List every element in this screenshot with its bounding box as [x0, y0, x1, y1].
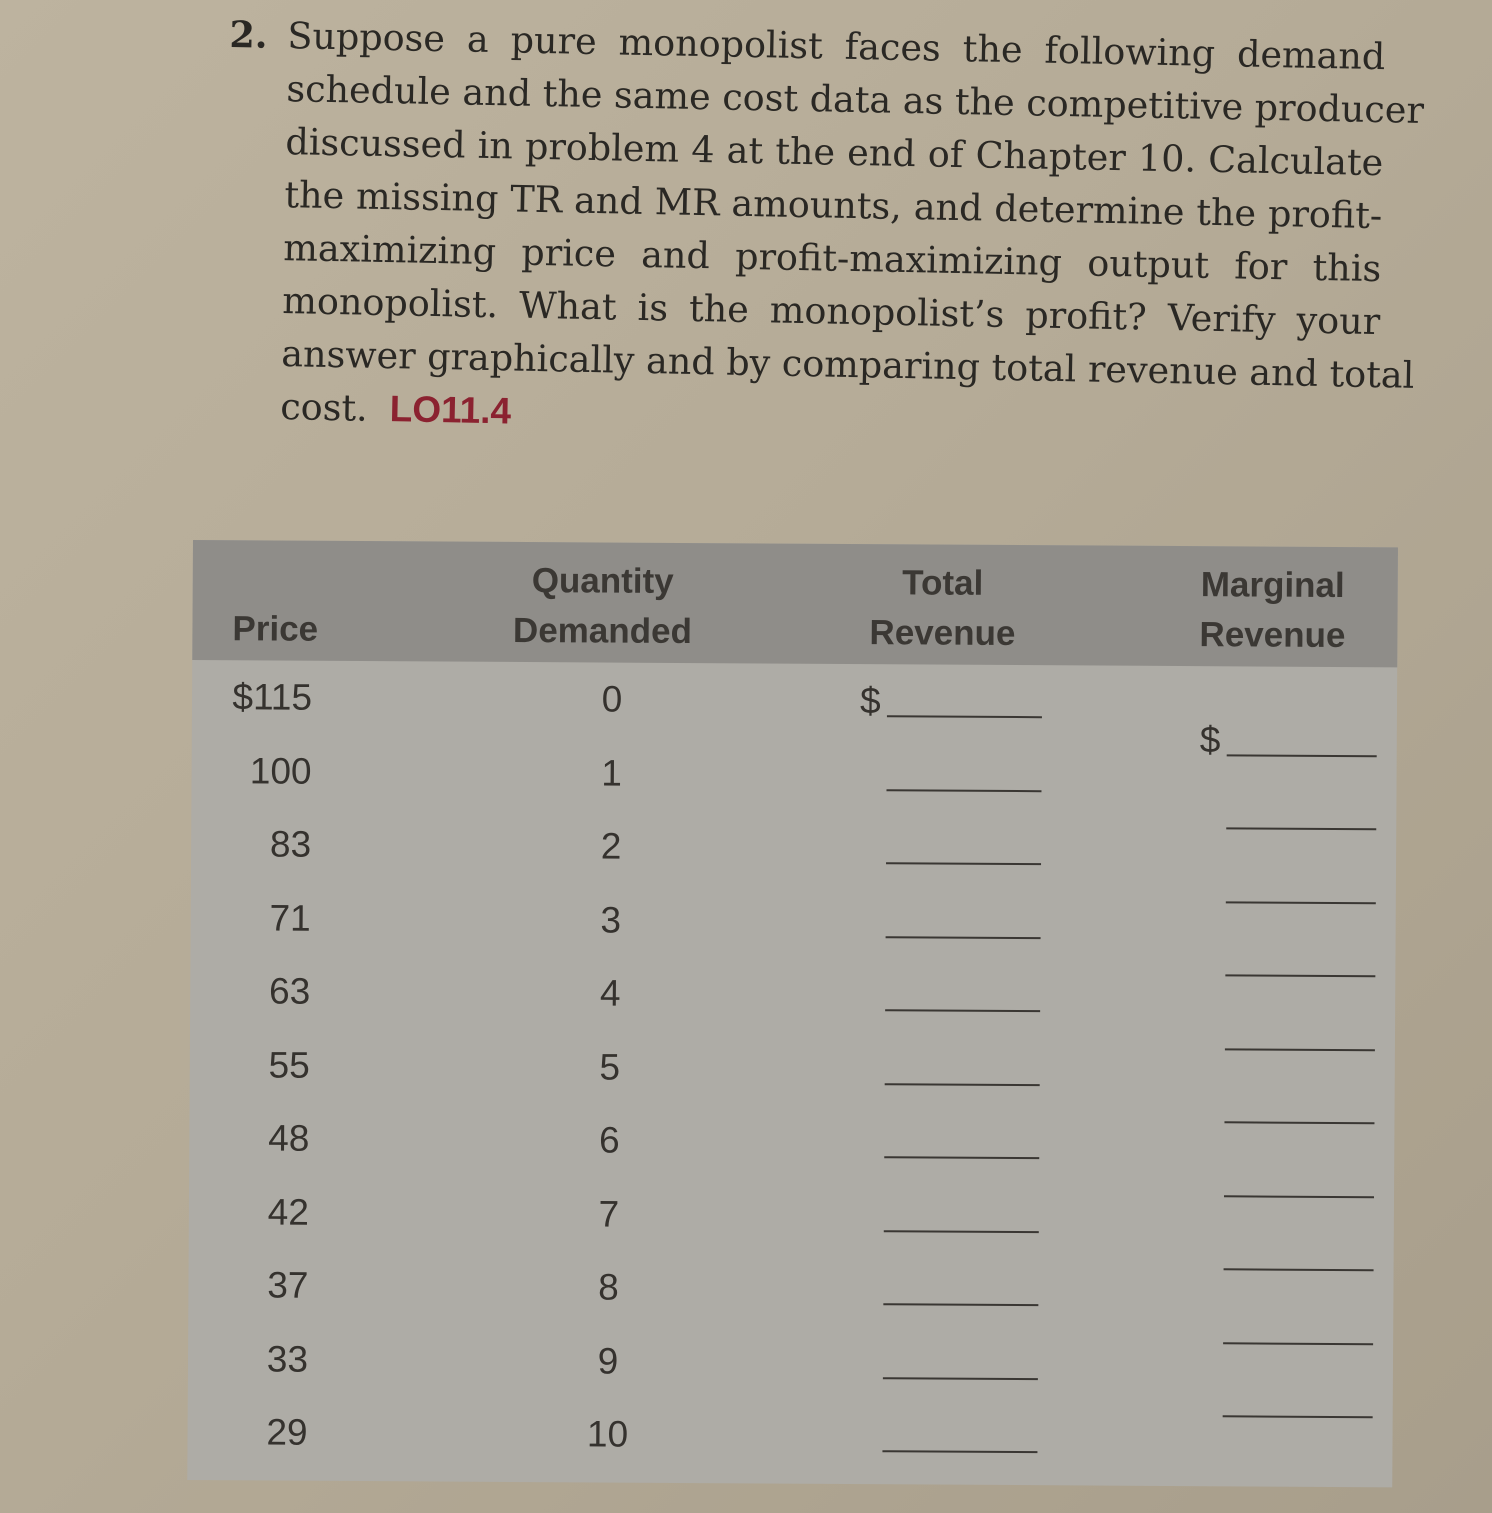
quantity-cell: 0 [601, 678, 623, 720]
marginal-revenue-blank[interactable] [1224, 1269, 1374, 1272]
marginal-revenue-blank[interactable] [1227, 754, 1377, 757]
quantity-cell: 5 [599, 1045, 621, 1088]
total-revenue-blank[interactable] [882, 1450, 1037, 1453]
price-cell: 29 [266, 1411, 308, 1453]
marginal-revenue-blank[interactable] [1224, 1122, 1374, 1125]
quantity-cell: 4 [599, 972, 621, 1014]
header-mr-line1: Marginal [1200, 565, 1345, 606]
price-cell: 42 [267, 1190, 310, 1233]
marginal-revenue-blank[interactable] [1225, 1048, 1375, 1051]
total-revenue-blank[interactable] [885, 1009, 1040, 1012]
marginal-revenue-dollar-sign: $ [1199, 718, 1221, 761]
problem-statement [222, 8, 1425, 454]
price-cell: 100 [249, 749, 312, 792]
quantity-cell: 1 [601, 751, 622, 794]
header-quantity-line2: Demanded [512, 610, 693, 652]
total-revenue-blank[interactable] [884, 1230, 1039, 1233]
problem-line: Suppose a pure monopolist faces the following demand [287, 14, 1386, 79]
problem-line: the missing TR and MR amounts, and determine the profit- [284, 173, 1383, 238]
total-revenue-blank[interactable] [886, 936, 1041, 939]
learning-objective-tag: LO11.4 [389, 388, 512, 432]
total-revenue-blank[interactable] [885, 1083, 1040, 1086]
total-revenue-blank[interactable] [884, 1156, 1039, 1159]
quantity-cell: 9 [597, 1339, 619, 1382]
problem-number: 2. [229, 12, 269, 57]
price-cell: 63 [268, 970, 311, 1012]
quantity-cell: 10 [586, 1413, 629, 1455]
price-cell: 55 [268, 1043, 310, 1086]
marginal-revenue-blank[interactable] [1225, 975, 1375, 978]
price-cell: 71 [269, 896, 311, 939]
price-cell: 37 [267, 1264, 309, 1306]
header-mr-line2: Revenue [1199, 615, 1346, 656]
problem-line: answer graphically and by comparing total revenue and total [280, 332, 1415, 397]
problem-line: monopolist. What is the monopolist’s profit? Verify your [281, 279, 1381, 344]
total-revenue-blank[interactable] [883, 1303, 1038, 1306]
total-revenue-dollar-sign: $ [859, 680, 881, 722]
total-revenue-blank[interactable] [883, 1377, 1038, 1380]
total-revenue-blank[interactable] [887, 715, 1042, 718]
quantity-cell: 3 [600, 898, 622, 941]
quantity-cell: 8 [598, 1266, 619, 1308]
header-tr-line2: Revenue [869, 613, 1016, 654]
price-cell: 83 [269, 823, 312, 865]
header-quantity-line1: Quantity [531, 561, 674, 601]
marginal-revenue-blank[interactable] [1226, 901, 1376, 904]
problem-line: schedule and the same cost data as the competitive producer [286, 67, 1425, 132]
marginal-revenue-blank[interactable] [1224, 1195, 1374, 1198]
price-cell: 48 [268, 1117, 310, 1159]
quantity-cell: 6 [598, 1119, 620, 1161]
problem-line: maximizing price and profit-maximizing output for this [282, 226, 1382, 291]
price-cell: 33 [266, 1337, 309, 1380]
header-price: Price [232, 609, 319, 649]
marginal-revenue-blank[interactable] [1226, 828, 1376, 831]
quantity-cell: 7 [598, 1192, 620, 1235]
marginal-revenue-blank[interactable] [1223, 1342, 1373, 1345]
price-cell: $115 [232, 676, 313, 718]
problem-line: cost. [279, 385, 369, 430]
total-revenue-blank[interactable] [886, 789, 1041, 792]
total-revenue-blank[interactable] [886, 862, 1041, 865]
marginal-revenue-blank[interactable] [1223, 1416, 1373, 1419]
demand-schedule-table [187, 540, 1398, 1487]
quantity-cell: 2 [600, 825, 622, 867]
table-header [192, 540, 1398, 667]
header-quantity-demanded [492, 556, 713, 657]
header-marginal-revenue [1177, 560, 1368, 661]
header-total-revenue [852, 558, 1033, 659]
problem-line: discussed in problem 4 at the end of Chapter 10. Calculate [285, 120, 1384, 185]
header-tr-line1: Total [902, 563, 984, 603]
